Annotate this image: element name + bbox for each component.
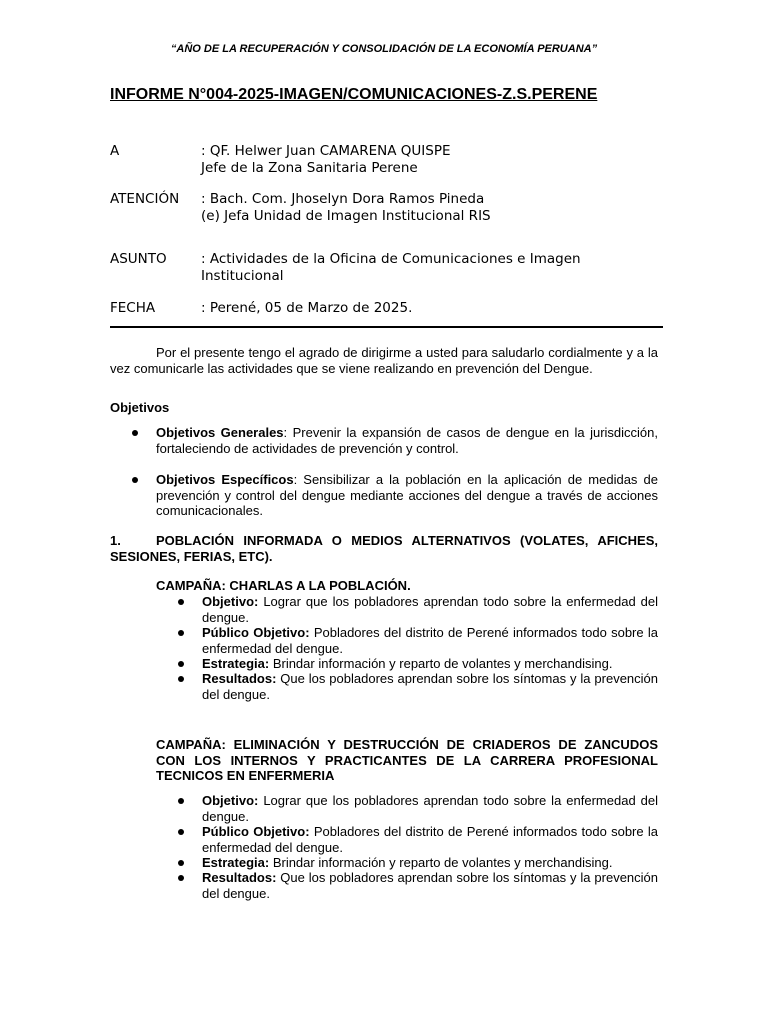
attention-name: : Bach. Com. Jhoselyn Dora Ramos Pineda	[201, 191, 485, 207]
bullet-icon	[178, 599, 184, 605]
item-label: Estrategia:	[202, 656, 270, 671]
recipient-name: : QF. Helwer Juan CAMARENA QUISPE	[201, 143, 451, 159]
item-label: Estrategia:	[202, 855, 270, 870]
item-text: Lograr que los pobladores aprendan todo sobre la enfermedad del dengue.	[202, 594, 658, 625]
bullet-icon	[178, 676, 184, 682]
campaign-1-item	[202, 594, 658, 625]
campaign-1-item	[202, 656, 658, 672]
campaign-2-item	[202, 824, 658, 855]
header-row-a	[110, 143, 670, 177]
header-value-asunto	[201, 251, 666, 285]
bullet-icon	[132, 477, 138, 483]
bullet-icon	[178, 630, 184, 636]
header-label-asunto: ASUNTO	[110, 251, 167, 267]
item-text: Que los pobladores aprendan sobre los síntomas y la prevención del dengue.	[202, 671, 658, 702]
objective-general-text: : Prevenir la expansión de casos de dengue en la jurisdicción, fortaleciendo de actividades de prevención y control.	[156, 425, 658, 456]
campaign-2-item	[202, 855, 658, 871]
bullet-icon	[178, 798, 184, 804]
subject-line-1: : Actividades de la Oficina de Comunicaciones e Imagen	[201, 251, 581, 267]
item-text: Pobladores del distrito de Perené informados todo sobre la enfermedad del dengue.	[202, 625, 658, 656]
intro-paragraph: Por el presente tengo el agrado de dirigirme a usted para saludarlo cordialmente y a la vez comunicarle las actividades que se viene realizando en prevención del Dengue.	[110, 345, 658, 376]
bullet-icon	[132, 430, 138, 436]
bullet-icon	[178, 829, 184, 835]
header-value-atencion	[201, 191, 666, 225]
item-text: Brindar información y reparto de volantes y merchandising.	[269, 656, 613, 671]
subject-line-2: Institucional	[201, 268, 284, 284]
item-label: Objetivo:	[202, 594, 259, 609]
campaign-1-item	[202, 625, 658, 656]
header-divider	[110, 326, 663, 328]
item-text: Brindar información y reparto de volantes y merchandising.	[269, 855, 613, 870]
item-label: Resultados:	[202, 671, 277, 686]
header-label-a: A	[110, 143, 120, 159]
section-1-heading	[110, 533, 658, 564]
objective-specific-label: Objetivos Específicos	[156, 472, 294, 487]
header-label-fecha: FECHA	[110, 300, 156, 316]
header-row-asunto	[110, 251, 670, 285]
objective-general-label: Objetivos Generales	[156, 425, 284, 440]
section-1-number: 1.	[110, 533, 121, 548]
campaign-1-item	[202, 671, 658, 702]
objective-general	[156, 425, 658, 456]
item-label: Resultados:	[202, 870, 277, 885]
campaign-2-item	[202, 793, 658, 824]
item-label: Público Objetivo:	[202, 824, 310, 839]
bullet-icon	[178, 661, 184, 667]
header-label-atencion: ATENCIÓN	[110, 191, 180, 207]
campaign-1-title: CAMPAÑA: CHARLAS A LA POBLACIÓN.	[156, 578, 411, 593]
header-value-a	[201, 143, 666, 177]
item-label: Público Objetivo:	[202, 625, 310, 640]
bullet-icon	[178, 860, 184, 866]
header-row-fecha	[110, 300, 670, 317]
campaign-2-item	[202, 870, 658, 901]
item-text: Que los pobladores aprendan sobre los síntomas y la prevención del dengue.	[202, 870, 658, 901]
recipient-role: Jefe de la Zona Sanitaria Perene	[201, 160, 418, 176]
bullet-icon	[178, 875, 184, 881]
item-text: Lograr que los pobladores aprendan todo sobre la enfermedad del dengue.	[202, 793, 658, 824]
report-title: INFORME N°004-2025-IMAGEN/COMUNICACIONES-Z.S.PERENE	[110, 86, 598, 103]
header-row-atencion	[110, 191, 670, 225]
year-motto: “AÑO DE LA RECUPERACIÓN Y CONSOLIDACIÓN DE LA ECONOMÍA PERUANA”	[170, 43, 598, 55]
attention-role: (e) Jefa Unidad de Imagen Institucional RIS	[201, 208, 491, 224]
section-1-title: POBLACIÓN INFORMADA O MEDIOS ALTERNATIVOS (VOLATES, AFICHES, SESIONES, FERIAS, ETC).	[110, 533, 658, 564]
item-label: Objetivo:	[202, 793, 259, 808]
objectives-heading: Objetivos	[110, 400, 170, 415]
date-value: : Perené, 05 de Marzo de 2025.	[201, 300, 413, 316]
objective-specific	[156, 472, 658, 519]
campaign-2-title: CAMPAÑA: ELIMINACIÓN Y DESTRUCCIÓN DE CRIADEROS DE ZANCUDOS CON LOS INTERNOS Y PRACTICANTES DE LA CARRERA PROFESIONAL TECNICOS EN ENFERMERIA	[156, 737, 658, 783]
item-text: Pobladores del distrito de Perené informados todo sobre la enfermedad del dengue.	[202, 824, 658, 855]
objective-specific-text: : Sensibilizar a la población en la aplicación de medidas de prevención y control del dengue mediante acciones del dengue a través de acciones comunicacionales.	[156, 472, 658, 518]
